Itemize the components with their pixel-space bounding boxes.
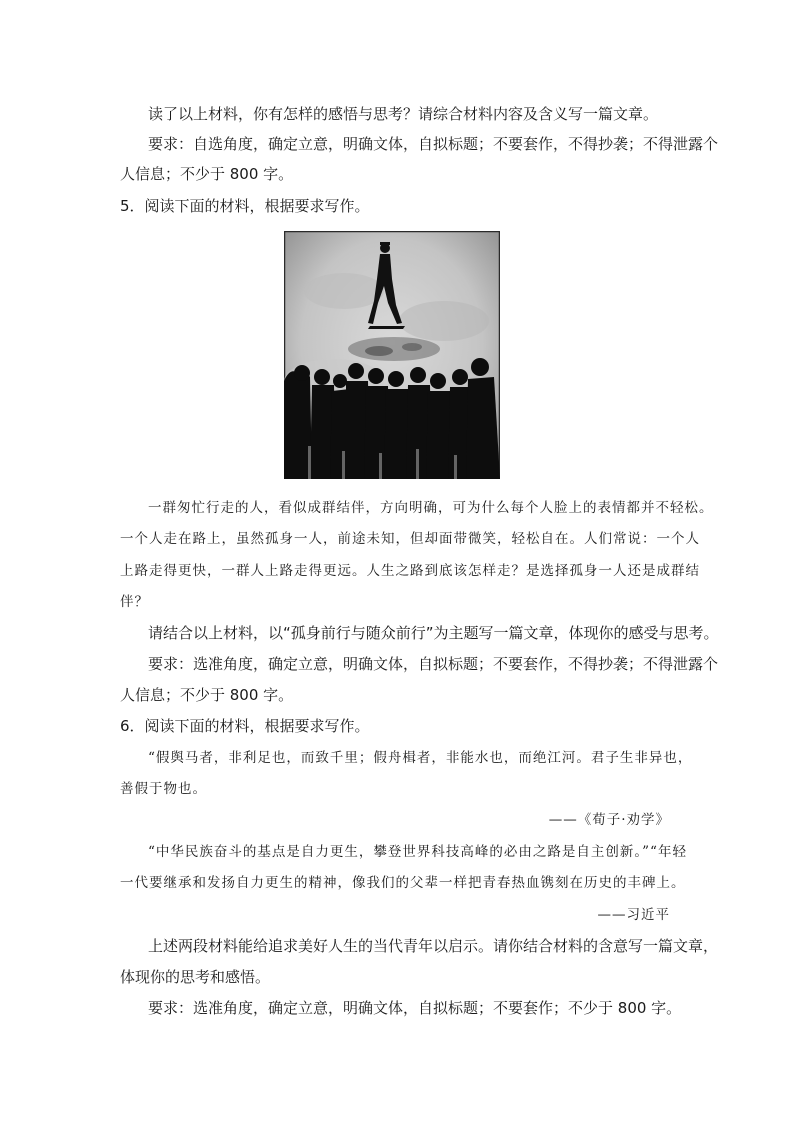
question-heading: 5．阅读下面的材料，根据要求写作。 — [120, 197, 370, 215]
crowd-icon — [284, 358, 500, 479]
essay-prompt: 体现你的思考和感悟。 — [120, 968, 271, 986]
quote-line: “假舆马者，非利足也，而致千里；假舟楫者，非能水也，而绝江河。君子生非异也， — [148, 750, 693, 766]
requirement-line: 人信息；不少于 800 字。 — [120, 165, 294, 183]
quote-source: ——《荀子·劝学》 — [548, 812, 670, 828]
essay-prompt: 请结合以上材料，以“孤身前行与随众前行”为主题写一篇文章，体现你的感受与思考。 — [148, 624, 719, 642]
quote-line: 一代要继承和发扬自力更生的精神，像我们的父辈一样把青春热血镌刻在历史的丰碑上。 — [120, 875, 686, 891]
quote-line: 善假于物也。 — [120, 781, 207, 797]
requirement-line: 要求：自选角度，确定立意，明确文体，自拟标题；不要套作，不得抄袭；不得泄露个 — [148, 135, 719, 153]
quote-source: ——习近平 — [597, 907, 670, 923]
requirement-line: 要求：选准角度，确定立意，明确文体，自拟标题；不要套作，不得抄袭；不得泄露个 — [148, 655, 719, 673]
material-text-line: 一群匆忙行走的人，看似成群结伴，方向明确，可为什么每个人脸上的表情都并不轻松。 — [148, 500, 714, 516]
essay-prompt: 上述两段材料能给追求美好人生的当代青年以启示。请你结合材料的含意写一篇文章， — [148, 937, 719, 955]
material-text-line: 伴？ — [120, 594, 149, 610]
requirement-line: 人信息；不少于 800 字。 — [120, 686, 294, 704]
question-heading: 6．阅读下面的材料，根据要求写作。 — [120, 717, 370, 735]
essay-prompt: 读了以上材料，你有怎样的感悟与思考？请综合材料内容及含义写一篇文章。 — [148, 105, 659, 123]
material-illustration — [284, 231, 500, 479]
requirement-line: 要求：选准角度，确定立意，明确文体，自拟标题；不要套作；不少于 800 字。 — [148, 999, 682, 1017]
material-text-line: 一个人走在路上，虽然孤身一人，前途未知，但却面带微笑，轻松自在。人们常说：一个人 — [120, 531, 700, 547]
material-text-line: 上路走得更快，一群人上路走得更远。人生之路到底该怎样走？是选择孤身一人还是成群结 — [120, 563, 700, 579]
quote-line: “中华民族奋斗的基点是自力更生，攀登世界科技高峰的必由之路是自主创新。”“年轻 — [148, 844, 687, 860]
